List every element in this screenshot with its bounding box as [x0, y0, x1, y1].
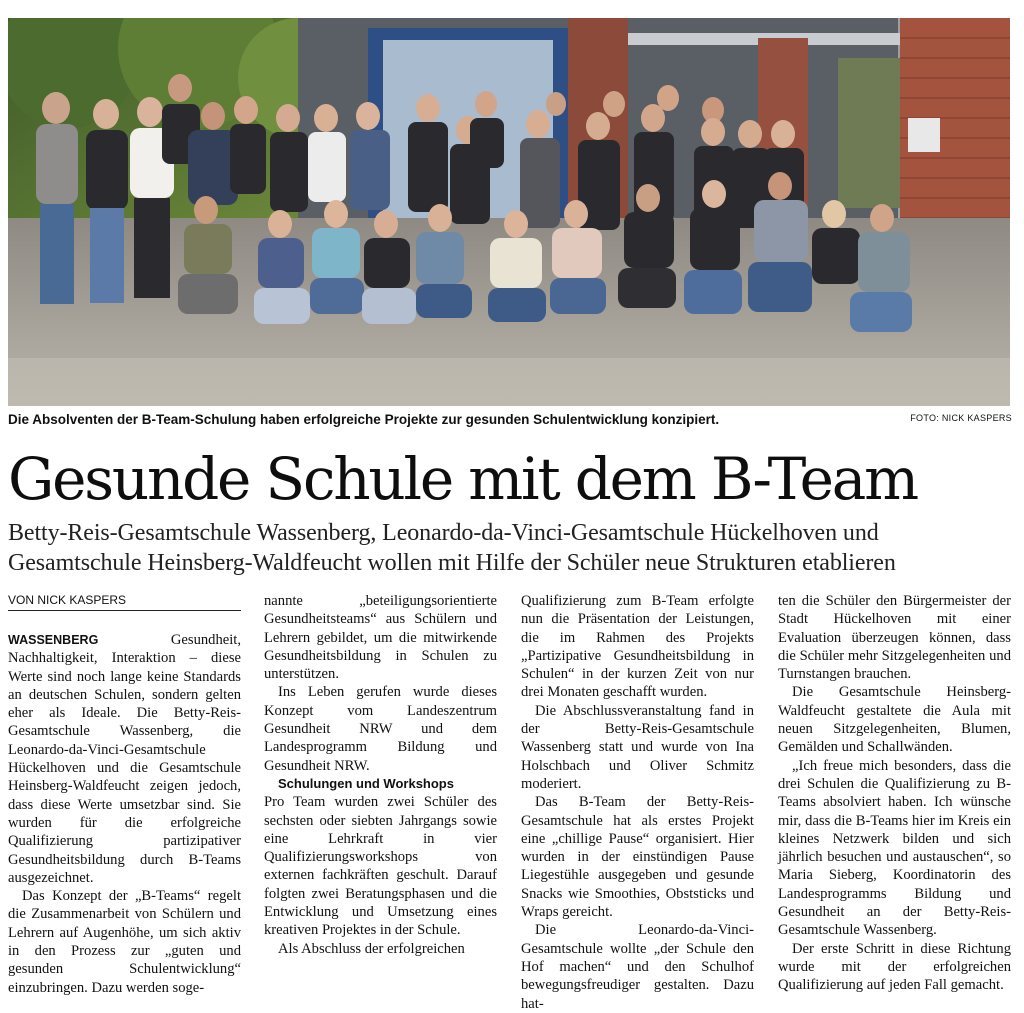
paragraph: Die Abschlussveranstaltung fand in der Betty-Reis-Gesamtschule Wassenberg statt und wurde von Ina Holschbach und Oliver Schmitz moderiert.: [521, 702, 754, 792]
paragraph: ten die Schüler den Bürgermeister der Stadt Hückelhoven mit einer Evaluation überzeugen können, dass die Schüler mehr Sitzgelegenheiten und Turnstangen brauchen.: [778, 593, 1011, 683]
article-column-1: [8, 592, 241, 996]
paragraph: Das Konzept der „B-Teams“ regelt die Zusammenarbeit von Schülern und Lehrern auf Augenhöhe, um sich aktiv in den Prozess zur „guten und gesunden Schulentwicklung“ einzubringen. Dazu werden soge-: [8, 888, 241, 996]
paragraph-text: Gesundheit, Nachhaltigkeit, Interaktion – diese Werte sind noch lange keine Standards an deutschen Schulen, sondern gelten eher als Ideale. Die Betty-Reis-Gesamtschule Wassenberg, die Leonardo-da-Vinci-Gesamtschule Hückelhoven und die Gesamtschule Heinsberg-Waldfeucht zeigen jedoch, dass diese Werte umsetzbar sind. Sie wurden für die erfolgreiche Qualifizierung partizipativer Gesundheitsbildung durch B-Teams ausgezeichnet.: [8, 632, 241, 886]
group-photo: [8, 18, 1010, 406]
paragraph: [8, 631, 241, 887]
headline: Gesunde Schule mit dem B-Team: [8, 445, 917, 513]
subheadline: Betty-Reis-Gesamtschule Wassenberg, Leonardo-da-Vinci-Gesamtschule Hückelhoven und Gesamtschule Heinsberg-Waldfeucht wollen mit Hilfe der Schüler neue Strukturen etablieren: [8, 520, 896, 576]
paragraph: Qualifizierung zum B-Team erfolgte nun die Präsentation der Leistungen, die im Rahmen des Projekts „Partizipative Gesundheitsbildung in Schulen“ in der kurzen Zeit von nur drei Monaten geschafft wurden.: [521, 593, 754, 701]
photo-caption: Die Absolventen der B-Team-Schulung haben erfolgreiche Projekte zur gesunden Schulentwicklung konzipiert.: [8, 412, 720, 427]
paragraph: „Ich freue mich besonders, dass die drei Schulen die Qualifizierung zu B-Teams absolviert haben. Ich wünsche mir, dass die B-Teams hier im Kreis ein kleines Netzwerk bilden und sich jährlich besuchen und austauschen“, so Maria Sieberg, Koordinatorin des Landesprogramms Bildung und Gesundheit an der Betty-Reis-Gesamtschule Wassenberg.: [778, 757, 1011, 939]
paragraph: Die Gesamtschule Heinsberg-Waldfeucht gestaltete die Aula mit neuen Sitzgelegenheiten, Blumen, Gemälden und Schallwänden.: [778, 684, 1011, 756]
photo-credit: FOTO: NICK KASPERS: [910, 413, 1012, 423]
paragraph: Der erste Schritt in diese Richtung wurde mit der erfolgreichen Qualifizierung auf jeden Fall gemacht.: [778, 940, 1011, 994]
paragraph: Die Leonardo-da-Vinci-Gesamtschule wollte „der Schule den Hof machen“ und den Schulhof bewegungsfreudiger gestalten. Dazu hat-: [521, 922, 754, 1012]
paragraph: Pro Team wurden zwei Schüler des sechsten oder siebten Jahrgangs sowie eine Lehrkraft in vier Qualifizierungsworkshops von externen fachkräften geschult. Darauf folgten zwei Beratungsphasen und die Entwicklung und Umsetzung eines kreativen Projektes in der Schule.: [264, 794, 497, 939]
group-photo-image: [8, 18, 1010, 406]
article-column-3: [521, 592, 754, 1012]
article-column-2: [264, 592, 497, 992]
paragraph: Das B-Team der Betty-Reis-Gesamtschule hat als erstes Projekt eine „chillige Pause“ organisiert. Hier wurden in der einstündigen Pause Liegestühle ausgegeben und gesunde Snacks wie Smoothies, Obststicks und Wraps gereicht.: [521, 794, 754, 921]
paragraph: nannte „beteiligungsorientierte Gesundheitsteams“ aus Schülern und Lehrern gebildet, um die mitwirkende Gesundheitsbildung in Schulen zu unterstützen.: [264, 593, 497, 683]
paragraph: Als Abschluss der erfolgreichen: [278, 940, 465, 957]
article-column-4: [778, 592, 1011, 992]
dateline: WASSENBERG: [8, 633, 99, 647]
paragraph: Ins Leben gerufen wurde dieses Konzept vom Landeszentrum Gesundheit NRW und dem Landesprogramm Bildung und Gesundheit NRW.: [264, 684, 497, 774]
byline: VON NICK KASPERS: [8, 592, 241, 611]
section-subtitle: Schulungen und Workshops: [278, 775, 454, 791]
